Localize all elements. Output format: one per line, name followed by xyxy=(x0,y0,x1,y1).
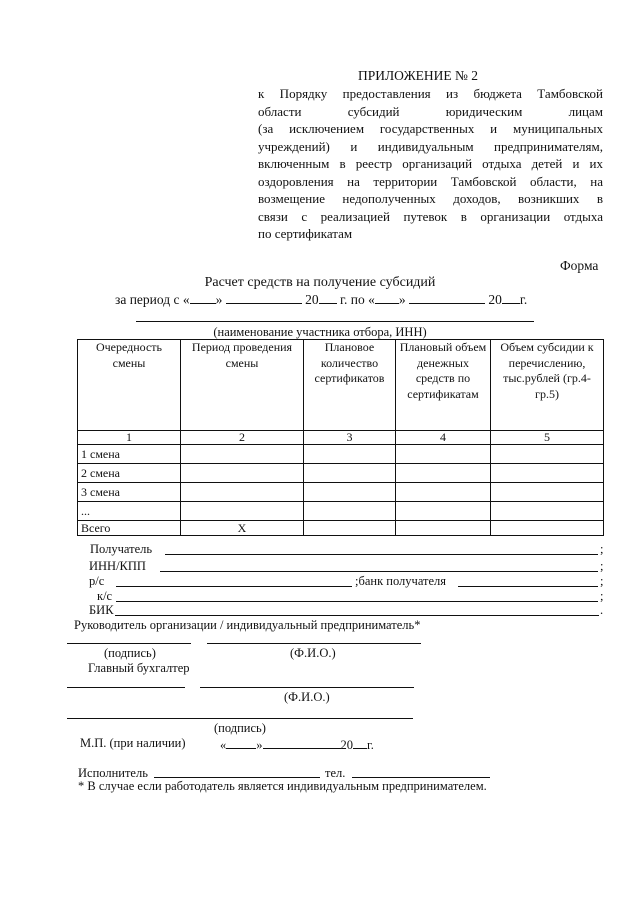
date-year-label: 20 xyxy=(340,738,353,752)
inn-kpp-semicolon: ; xyxy=(600,559,604,573)
period-suffix: г. xyxy=(519,292,528,307)
period-end-year-field[interactable] xyxy=(502,291,520,304)
bank-label: ;банк получателя xyxy=(355,574,447,588)
table-cell: Х xyxy=(181,521,304,536)
period-end-day-field[interactable] xyxy=(375,291,399,304)
inn-kpp-field[interactable] xyxy=(160,571,598,572)
table-row xyxy=(78,502,604,521)
column-number: 4 xyxy=(396,431,491,445)
date-open-quote: « xyxy=(220,738,227,752)
table-row xyxy=(78,445,604,464)
appendix-line: возмещение недополученных доходов, возникших в xyxy=(258,191,603,206)
table-cell[interactable] xyxy=(396,483,491,502)
appendix-line: по сертификатам xyxy=(258,226,353,241)
table-cell[interactable] xyxy=(491,464,604,483)
table-cell[interactable] xyxy=(491,521,604,536)
accountant-signature-field[interactable] xyxy=(67,687,185,688)
date-year-field[interactable] xyxy=(353,736,367,749)
period-quote: » xyxy=(398,292,406,307)
table-cell[interactable] xyxy=(491,483,604,502)
date-day-field[interactable] xyxy=(226,736,256,749)
table-cell[interactable] xyxy=(304,502,396,521)
chief-accountant-label: Главный бухгалтер xyxy=(88,661,190,675)
table-cell[interactable] xyxy=(304,521,396,536)
stamp-label: М.П. (при наличии) xyxy=(80,736,186,750)
table-row xyxy=(78,464,604,483)
tel-field[interactable] xyxy=(352,777,490,778)
appendix-line: области субсидий юридическим лицам xyxy=(258,103,603,119)
ks-field[interactable] xyxy=(116,601,598,602)
calculation-table xyxy=(77,339,604,536)
appendix-title: ПРИЛОЖЕНИЕ № 2 xyxy=(358,68,479,83)
table-header-cell: Объем субсидии к перечислению, тыс.рублей (гр.4-гр.5) xyxy=(491,340,604,431)
ks-semicolon: ; xyxy=(600,589,604,603)
period-prefix: за период с « xyxy=(115,292,190,307)
signature-caption: (подпись) xyxy=(214,721,266,735)
appendix-line: (за исключением государственных и муниципальных xyxy=(258,121,603,136)
rs-field[interactable] xyxy=(116,586,352,587)
table-cell[interactable] xyxy=(396,521,491,536)
column-number: 5 xyxy=(491,431,604,445)
bank-field[interactable] xyxy=(458,586,598,587)
table-cell: 1 смена xyxy=(78,445,181,464)
table-row xyxy=(78,483,604,502)
inn-kpp-label: ИНН/КПП xyxy=(89,559,146,573)
participant-caption: (наименование участника отбора, ИНН) xyxy=(213,325,427,339)
table-cell[interactable] xyxy=(181,483,304,502)
bank-semicolon: ; xyxy=(600,574,604,588)
executor-label: Исполнитель xyxy=(78,766,148,780)
table-cell[interactable] xyxy=(396,464,491,483)
appendix-line: к Порядку предоставления из бюджета Тамбовской xyxy=(258,86,603,101)
table-cell[interactable] xyxy=(304,483,396,502)
table-header-cell: Очередность смены xyxy=(78,340,181,431)
head-signature-field[interactable] xyxy=(67,643,191,644)
appendix-line: оздоровления на территории Тамбовской области, на xyxy=(258,173,603,189)
document-title: Расчет средств на получение субсидий xyxy=(204,275,436,290)
table-header-cell: Плановое количество сертификатов xyxy=(304,340,396,431)
table-cell: ... xyxy=(78,502,181,521)
recipient-label: Получатель xyxy=(90,542,153,556)
column-number: 2 xyxy=(181,431,304,445)
head-label: Руководитель организации / индивидуальный предприниматель* xyxy=(74,618,421,632)
recipient-field[interactable] xyxy=(165,554,598,555)
table-number-row xyxy=(78,431,604,445)
table-cell: Всего xyxy=(78,521,181,536)
tel-label: тел. xyxy=(325,766,346,780)
executor-field[interactable] xyxy=(154,777,320,778)
table-cell[interactable] xyxy=(181,445,304,464)
form-label: Форма xyxy=(560,258,599,273)
date-line xyxy=(220,736,374,753)
table-header-cell: Период проведения смены xyxy=(181,340,304,431)
footnote: * В случае если работодатель является индивидуальным предпринимателем. xyxy=(78,779,487,793)
period-start-day-field[interactable] xyxy=(190,291,216,304)
table-cell[interactable] xyxy=(181,502,304,521)
period-mid: г. по « xyxy=(340,292,375,307)
period-start-month-field[interactable] xyxy=(226,291,302,304)
column-number: 3 xyxy=(304,431,396,445)
table-header-row xyxy=(78,340,604,431)
bik-label: БИК xyxy=(89,603,114,617)
column-number: 1 xyxy=(78,431,181,445)
period-year-label: 20 xyxy=(305,292,319,307)
table-cell[interactable] xyxy=(491,502,604,521)
head-fio-field[interactable] xyxy=(207,643,421,644)
table-cell[interactable] xyxy=(396,445,491,464)
appendix-line: включенным в реестр организаций отдыха детей и их xyxy=(258,156,603,171)
appendix-text xyxy=(258,85,603,243)
fio-caption: (Ф.И.О.) xyxy=(290,646,336,660)
table-cell[interactable] xyxy=(396,502,491,521)
bik-field[interactable] xyxy=(115,615,599,616)
table-cell: 3 смена xyxy=(78,483,181,502)
appendix-line: связи с реализацией путевок в организации отдыха xyxy=(258,208,603,224)
recipient-semicolon: ; xyxy=(600,542,604,556)
date-close-quote: » xyxy=(256,738,263,752)
table-header-cell: Плановый объем денежных средств по сертификатам xyxy=(396,340,491,431)
rs-label: р/с xyxy=(89,574,105,588)
table-cell: 2 смена xyxy=(78,464,181,483)
table-cell[interactable] xyxy=(491,445,604,464)
period-quote: » xyxy=(215,292,223,307)
date-suffix: г. xyxy=(367,738,374,752)
table-cell[interactable] xyxy=(304,445,396,464)
accountant-fio-field[interactable] xyxy=(200,687,414,688)
ks-label: к/с xyxy=(97,589,113,603)
table-cell[interactable] xyxy=(181,464,304,483)
period-line xyxy=(115,291,527,308)
table-cell[interactable] xyxy=(304,464,396,483)
signature-caption: (подпись) xyxy=(104,646,156,660)
date-month-field[interactable] xyxy=(263,736,341,749)
period-end-month-field[interactable] xyxy=(409,291,485,304)
period-year-label: 20 xyxy=(488,292,502,307)
participant-name-field[interactable] xyxy=(136,321,534,322)
bik-period: . xyxy=(600,603,604,617)
appendix-line: учреждений) и индивидуальным предпринимателям, xyxy=(258,138,603,154)
fio-caption: (Ф.И.О.) xyxy=(284,690,330,704)
extra-signature-field[interactable] xyxy=(67,718,413,719)
table-total-row xyxy=(78,521,604,536)
period-start-year-field[interactable] xyxy=(319,291,337,304)
